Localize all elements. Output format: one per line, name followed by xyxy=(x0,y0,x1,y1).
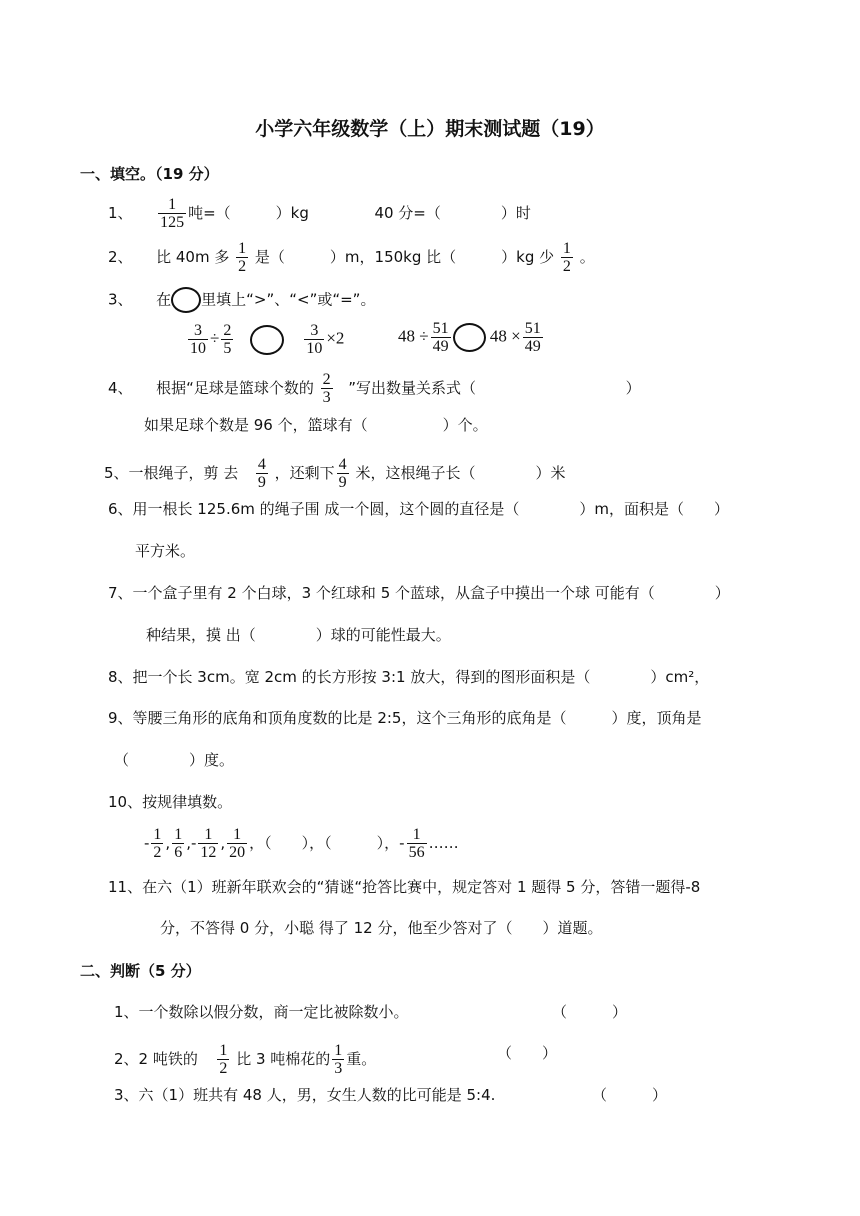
question-number: 4、 xyxy=(108,379,133,397)
question-2 xyxy=(108,240,595,275)
compare-circle-1[interactable] xyxy=(250,325,284,355)
section-1-heading: 一、填空。（19 分） xyxy=(80,165,219,183)
question-11-line-1: 11、在六（1）班新年联欢会的“猜谜“抢答比赛中，规定答对 1 题得 5 分，答错一题得-8 xyxy=(108,878,701,896)
compare-circle[interactable] xyxy=(171,287,201,313)
q2-part-a: 比 40m 多 xyxy=(156,248,230,266)
q3-part-b: 里填上“>”、“<”或“=”。 xyxy=(201,290,376,309)
operand: 48 ÷ xyxy=(398,326,429,346)
judge-2-part-a: 2、2 吨铁的 xyxy=(114,1050,198,1068)
operator: ×2 xyxy=(326,328,345,348)
operator: ÷ xyxy=(210,328,220,348)
question-8: 8、把一个长 3cm。宽 2cm 的长方形按 3:1 放大，得到的图形面积是（ ）cm²， xyxy=(108,668,710,686)
section-2-heading: 二、判断（5 分） xyxy=(80,962,201,980)
judge-3-blank[interactable]: （ ） xyxy=(592,1086,668,1104)
judge-2-blank[interactable]: （ ） xyxy=(497,1044,558,1062)
separator: , xyxy=(165,834,171,852)
fraction: $\frac{1}{2}$ xyxy=(219,1042,228,1077)
question-6-line-2: 平方米。 xyxy=(135,542,196,560)
judge-2-part-b: 比 3 吨棉花的 xyxy=(236,1050,331,1068)
judge-3-text: 3、六（1）班共有 48 人，男，女生人数的比可能是 5:4. xyxy=(114,1086,496,1104)
question-4 xyxy=(108,371,641,406)
compare-circle-2[interactable] xyxy=(453,323,486,352)
separator: , xyxy=(220,834,226,852)
fraction: $\frac{1}{12}$ xyxy=(200,826,217,861)
fraction: $\frac{4}{9}$ xyxy=(338,456,347,491)
fraction: $\frac{1}{125}$ xyxy=(160,196,185,231)
fraction: $\frac{1}{2}$ xyxy=(238,240,247,275)
judge-1-text: 1、一个数除以假分数，商一定比被除数小。 xyxy=(114,1003,409,1021)
q2-part-c: 。 xyxy=(579,248,595,266)
page-title: 小学六年级数学（上）期末测试题（19） xyxy=(255,118,605,140)
q5-part-a: 5、一根绳子，剪 去 xyxy=(104,464,239,482)
fraction: $\frac{1}{6}$ xyxy=(174,826,183,861)
fraction: $\frac{3}{10}$ xyxy=(190,322,206,357)
q5-part-b: ，还剩下 xyxy=(274,464,335,482)
fraction: $\frac{1}{56}$ xyxy=(408,826,425,861)
question-7-line-2: 种结果，摸 出（ ）球的可能性最大。 xyxy=(146,626,451,644)
fraction: $\frac{1}{2}$ xyxy=(562,240,571,275)
question-9-line-2: （ ）度。 xyxy=(114,751,235,769)
judge-2-part-c: 重。 xyxy=(346,1050,377,1068)
question-10-line-1: 10、按规律填数。 xyxy=(108,793,233,811)
q4-part-c: ） xyxy=(625,379,641,397)
question-number: 1、 xyxy=(108,204,133,222)
q3-part-a: 在 xyxy=(156,290,172,309)
fraction: $\frac{1}{2}$ xyxy=(153,826,162,861)
fraction: $\frac{1}{3}$ xyxy=(334,1042,343,1077)
sign: - xyxy=(144,834,150,852)
question-6-line-1: 6、用一根长 125.6m 的绳子围 成一个圆，这个圆的直径是（ ）m，面积是（ ） xyxy=(108,500,730,518)
fraction: $\frac{4}{9}$ xyxy=(257,456,266,491)
q3-expression-1 xyxy=(186,322,344,357)
question-11-line-2: 分，不答得 0 分，小聪 得了 12 分，他至少答对了（ ）道题。 xyxy=(160,919,603,937)
fraction: $\frac{2}{3}$ xyxy=(322,371,331,406)
q3-expression-2 xyxy=(398,320,545,355)
separator: ,- xyxy=(186,834,197,852)
judge-1-blank[interactable]: （ ） xyxy=(552,1003,628,1021)
question-3 xyxy=(108,287,375,313)
operand: 48 × xyxy=(489,326,521,346)
question-number: 3、 xyxy=(108,290,133,309)
fraction: $\frac{1}{20}$ xyxy=(229,826,246,861)
q5-part-c: 米，这根绳子长（ ）米 xyxy=(355,464,566,482)
judge-1 xyxy=(114,1001,409,1023)
q4-part-b: ”写出数量关系式（ xyxy=(348,379,477,397)
q4-part-a: 根据“足球是篮球个数的 xyxy=(156,379,314,397)
judge-2 xyxy=(114,1042,376,1077)
question-number: 2、 xyxy=(108,248,133,266)
fraction: $\frac{3}{10}$ xyxy=(306,322,323,357)
question-4-line-2: 如果足球个数是 96 个，篮球有（ ）个。 xyxy=(144,416,488,434)
blanks: ，（ ），（ ），- xyxy=(249,834,405,852)
judge-3 xyxy=(114,1084,495,1106)
fraction: $\frac{51}{49}$ xyxy=(524,320,541,355)
q1-part-b: 40 分=（ ）时 xyxy=(374,204,531,222)
fraction: $\frac{2}{5}$ xyxy=(223,322,232,357)
question-7-line-1: 7、一个盒子里有 2 个白球，3 个红球和 5 个蓝球，从盒子中摸出一个球 可能有（ ） xyxy=(108,584,730,602)
question-10-sequence xyxy=(144,826,459,861)
fraction: $\frac{51}{49}$ xyxy=(432,320,449,355)
q2-part-b: 是（ ）m，150kg 比（ ）kg 少 xyxy=(254,248,555,266)
q1-part-a: 吨=（ ）kg xyxy=(188,204,309,222)
question-5 xyxy=(104,456,565,491)
question-1 xyxy=(108,196,531,231)
question-9-line-1: 9、等腰三角形的底角和顶角度数的比是 2:5，这个三角形的底角是（ ）度，顶角是 xyxy=(108,709,702,727)
ellipsis: …… xyxy=(428,834,459,852)
